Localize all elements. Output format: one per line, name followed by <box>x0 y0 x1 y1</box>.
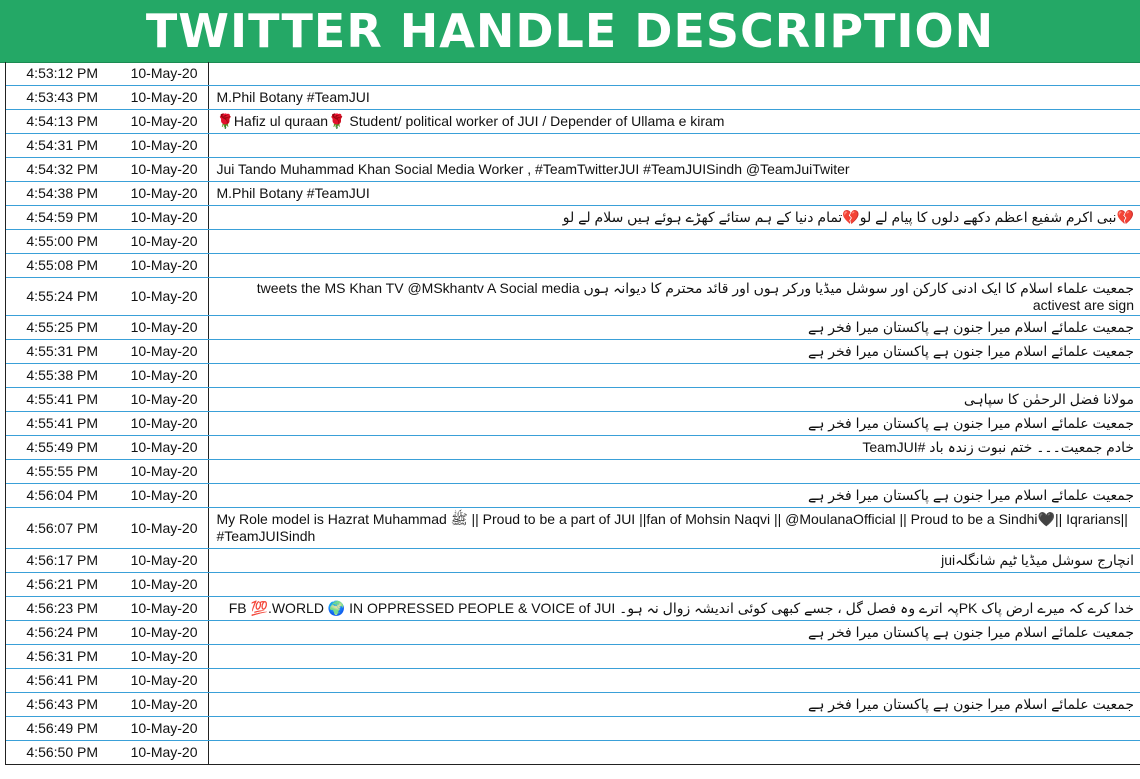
date-cell[interactable]: 10-May-20 <box>110 278 208 316</box>
time-cell[interactable]: 4:56:50 PM <box>6 741 110 765</box>
table-row[interactable] <box>6 110 1140 134</box>
description-cell[interactable]: My Role model is Hazrat Muhammad ﷺ || Proud to be a part of JUI ||fan of Mohsin Naqvi || @MoulanaOfficial || Proud to be a Sindhi🖤|| Iqrarians|| #TeamJUISindh <box>208 508 1140 549</box>
description-cell[interactable]: جمعیت علماء اسلام کا ایک ادنی کارکن اور سوشل میڈیا ورکر ہوں اور قائد محترم کا دیوانہ ہوں tweets the MS Khan TV @MSkhantv A Social media activest are sign <box>208 278 1140 316</box>
time-cell[interactable]: 4:56:31 PM <box>6 645 110 669</box>
time-cell[interactable]: 4:54:38 PM <box>6 182 110 206</box>
description-cell[interactable] <box>208 364 1140 388</box>
table-row[interactable] <box>6 412 1140 436</box>
date-cell[interactable]: 10-May-20 <box>110 412 208 436</box>
table-row[interactable] <box>6 278 1140 316</box>
table-row[interactable] <box>6 693 1140 717</box>
date-cell[interactable]: 10-May-20 <box>110 573 208 597</box>
description-cell[interactable]: خدا کرے کہ میرے ارض پاک PKپہ اترے وہ فصل گل ، جسے کبھی کوئی اندیشہ زوال نہ ہو۔ FB 💯.WORLD 🌍 IN OPPRESSED PEOPLE & VOICE of JUI <box>208 597 1140 621</box>
time-cell[interactable]: 4:54:59 PM <box>6 206 110 230</box>
date-cell[interactable]: 10-May-20 <box>110 597 208 621</box>
description-cell[interactable] <box>208 460 1140 484</box>
description-cell[interactable]: M.Phil Botany #TeamJUI <box>208 86 1140 110</box>
description-cell[interactable]: جمعیت علمائے اسلام میرا جنون ہے پاکستان میرا فخر ہے <box>208 693 1140 717</box>
description-cell[interactable]: 🌹Hafiz ul quraan🌹 Student/ political worker of JUI / Depender of Ullama e kiram <box>208 110 1140 134</box>
date-cell[interactable]: 10-May-20 <box>110 340 208 364</box>
description-cell[interactable]: مولانا فضل الرحمٰن کا سپاہی <box>208 388 1140 412</box>
date-cell[interactable]: 10-May-20 <box>110 460 208 484</box>
spreadsheet <box>5 62 1140 765</box>
table-row[interactable] <box>6 484 1140 508</box>
description-cell[interactable] <box>208 62 1140 86</box>
date-cell[interactable]: 10-May-20 <box>110 693 208 717</box>
date-cell[interactable]: 10-May-20 <box>110 86 208 110</box>
time-cell[interactable]: 4:55:31 PM <box>6 340 110 364</box>
table-row[interactable] <box>6 508 1140 549</box>
time-cell[interactable]: 4:56:23 PM <box>6 597 110 621</box>
table-row[interactable] <box>6 436 1140 460</box>
description-cell[interactable]: M.Phil Botany #TeamJUI <box>208 182 1140 206</box>
time-cell[interactable]: 4:55:38 PM <box>6 364 110 388</box>
table-row[interactable] <box>6 460 1140 484</box>
date-cell[interactable]: 10-May-20 <box>110 364 208 388</box>
date-cell[interactable]: 10-May-20 <box>110 645 208 669</box>
time-cell[interactable]: 4:56:07 PM <box>6 508 110 549</box>
description-cell[interactable]: خادم جمعیت۔۔۔ ختم نبوت زندہ باد #TeamJUI <box>208 436 1140 460</box>
table-row[interactable] <box>6 340 1140 364</box>
table-row[interactable] <box>6 573 1140 597</box>
time-cell[interactable]: 4:56:43 PM <box>6 693 110 717</box>
description-cell[interactable]: جمعیت علمائے اسلام میرا جنون ہے پاکستان میرا فخر ہے <box>208 484 1140 508</box>
time-cell[interactable]: 4:56:24 PM <box>6 621 110 645</box>
time-cell[interactable]: 4:56:49 PM <box>6 717 110 741</box>
date-cell[interactable]: 10-May-20 <box>110 206 208 230</box>
time-cell[interactable]: 4:56:41 PM <box>6 669 110 693</box>
date-cell[interactable]: 10-May-20 <box>110 316 208 340</box>
table-row[interactable] <box>6 741 1140 765</box>
date-cell[interactable]: 10-May-20 <box>110 621 208 645</box>
date-cell[interactable]: 10-May-20 <box>110 741 208 765</box>
description-cell[interactable]: Jui Tando Muhammad Khan Social Media Worker , #TeamTwitterJUI #TeamJUISindh @TeamJuiTwiter <box>208 158 1140 182</box>
description-cell[interactable] <box>208 254 1140 278</box>
date-cell[interactable]: 10-May-20 <box>110 110 208 134</box>
table-row[interactable] <box>6 621 1140 645</box>
date-cell[interactable]: 10-May-20 <box>110 388 208 412</box>
time-cell[interactable]: 4:54:32 PM <box>6 158 110 182</box>
description-cell[interactable] <box>208 669 1140 693</box>
time-cell[interactable]: 4:56:17 PM <box>6 549 110 573</box>
description-cell[interactable] <box>208 230 1140 254</box>
time-cell[interactable]: 4:55:24 PM <box>6 278 110 316</box>
page-title: TWITTER HANDLE DESCRIPTION <box>0 0 1140 63</box>
table-row[interactable] <box>6 182 1140 206</box>
time-cell[interactable]: 4:55:25 PM <box>6 316 110 340</box>
time-cell[interactable]: 4:55:08 PM <box>6 254 110 278</box>
description-cell[interactable] <box>208 741 1140 765</box>
date-cell[interactable]: 10-May-20 <box>110 717 208 741</box>
description-cell[interactable]: انچارج سوشل میڈیا ٹیم شانگلہjui <box>208 549 1140 573</box>
time-cell[interactable]: 4:54:31 PM <box>6 134 110 158</box>
time-cell[interactable]: 4:56:04 PM <box>6 484 110 508</box>
date-cell[interactable]: 10-May-20 <box>110 158 208 182</box>
table-row[interactable] <box>6 645 1140 669</box>
table-row[interactable] <box>6 316 1140 340</box>
time-cell[interactable]: 4:55:41 PM <box>6 388 110 412</box>
table-row[interactable] <box>6 717 1140 741</box>
description-cell[interactable]: 💔نبی اکرم شفیع اعظم دکھے دلوں کا پیام لے لو💔تمام دنیا کے ہم ستائے کھڑے ہوئے ہیں سلام لے لو <box>208 206 1140 230</box>
description-cell[interactable] <box>208 134 1140 158</box>
table-row[interactable] <box>6 158 1140 182</box>
description-cell[interactable] <box>208 573 1140 597</box>
time-cell[interactable]: 4:56:21 PM <box>6 573 110 597</box>
table-row[interactable] <box>6 388 1140 412</box>
date-cell[interactable]: 10-May-20 <box>110 508 208 549</box>
date-cell[interactable]: 10-May-20 <box>110 436 208 460</box>
time-cell[interactable]: 4:55:00 PM <box>6 230 110 254</box>
table-row[interactable] <box>6 62 1140 86</box>
table-row[interactable] <box>6 254 1140 278</box>
description-cell[interactable] <box>208 717 1140 741</box>
date-cell[interactable]: 10-May-20 <box>110 484 208 508</box>
date-cell[interactable]: 10-May-20 <box>110 62 208 86</box>
description-cell[interactable]: جمعیت علمائے اسلام میرا جنون ہے پاکستان میرا فخر ہے <box>208 412 1140 436</box>
date-cell[interactable]: 10-May-20 <box>110 230 208 254</box>
table-row[interactable] <box>6 669 1140 693</box>
table-row[interactable] <box>6 86 1140 110</box>
time-cell[interactable]: 4:53:12 PM <box>6 62 110 86</box>
table-row[interactable] <box>6 549 1140 573</box>
date-cell[interactable]: 10-May-20 <box>110 134 208 158</box>
table-row[interactable] <box>6 364 1140 388</box>
time-cell[interactable]: 4:54:13 PM <box>6 110 110 134</box>
handle-table <box>6 62 1140 765</box>
table-row[interactable] <box>6 134 1140 158</box>
table-row[interactable] <box>6 597 1140 621</box>
time-cell[interactable]: 4:53:43 PM <box>6 86 110 110</box>
description-cell[interactable]: جمعیت علمائے اسلام میرا جنون ہے پاکستان میرا فخر ہے <box>208 340 1140 364</box>
description-cell[interactable] <box>208 645 1140 669</box>
date-cell[interactable]: 10-May-20 <box>110 549 208 573</box>
table-row[interactable] <box>6 230 1140 254</box>
time-cell[interactable]: 4:55:49 PM <box>6 436 110 460</box>
date-cell[interactable]: 10-May-20 <box>110 254 208 278</box>
date-cell[interactable]: 10-May-20 <box>110 669 208 693</box>
description-cell[interactable]: جمعیت علمائے اسلام میرا جنون ہے پاکستان میرا فخر ہے <box>208 621 1140 645</box>
time-cell[interactable]: 4:55:55 PM <box>6 460 110 484</box>
date-cell[interactable]: 10-May-20 <box>110 182 208 206</box>
description-cell[interactable]: جمعیت علمائے اسلام میرا جنون ہے پاکستان میرا فخر ہے <box>208 316 1140 340</box>
time-cell[interactable]: 4:55:41 PM <box>6 412 110 436</box>
table-row[interactable] <box>6 206 1140 230</box>
